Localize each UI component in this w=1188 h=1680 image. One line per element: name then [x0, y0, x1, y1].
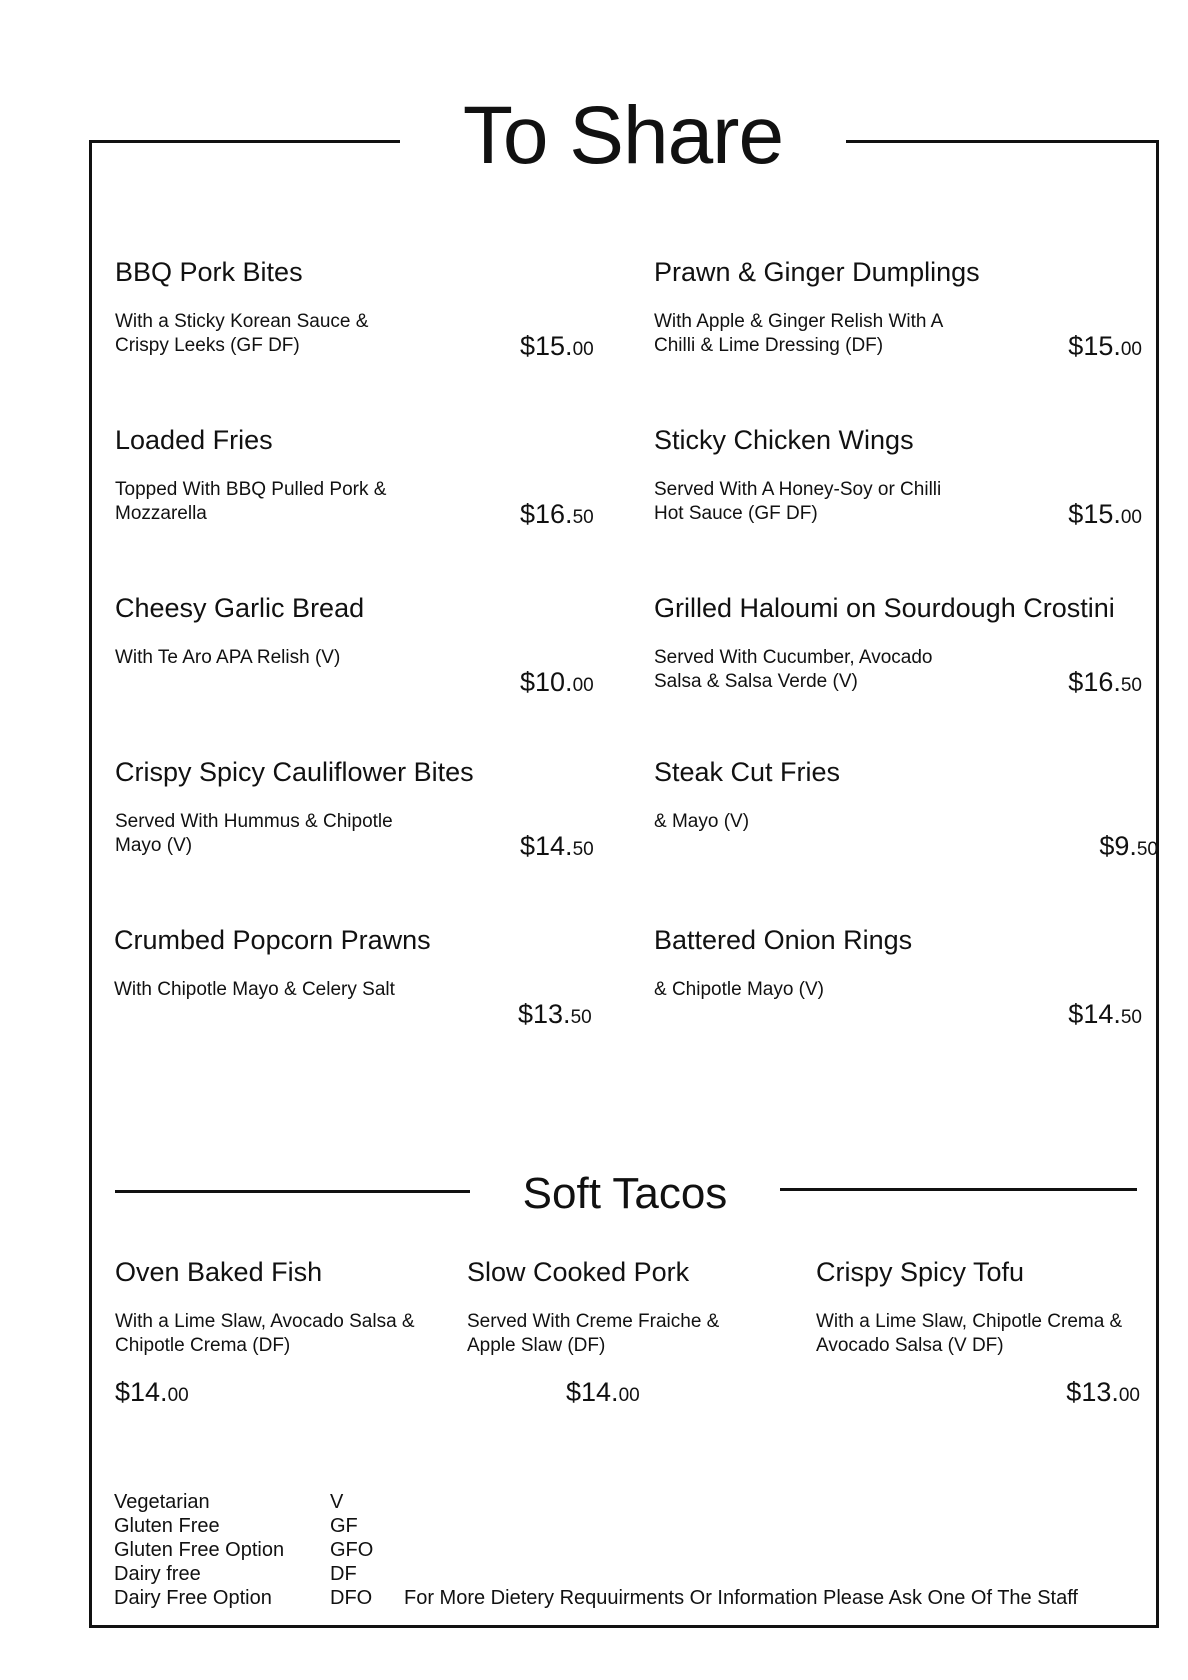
divider	[115, 1190, 470, 1193]
dietary-legend	[114, 1490, 400, 1610]
menu-item	[654, 424, 942, 524]
item-description: With a Lime Slaw, Chipotle Crema & Avocado Salsa (V DF)	[816, 1311, 1123, 1356]
menu-item	[115, 756, 474, 856]
item-description: With a Sticky Korean Sauce & Crispy Leeks (GF DF)	[115, 311, 369, 356]
item-name: Steak Cut Fries	[654, 757, 841, 787]
menu-item	[115, 1256, 415, 1356]
dietary-note: For More Dietery Requuirments Or Information Please Ask One Of The Staff	[404, 1587, 1078, 1609]
menu-item	[816, 1256, 1123, 1356]
item-description: Served With A Honey-Soy or Chilli Hot Sauce (GF DF)	[654, 479, 942, 524]
item-price: $13.00	[1066, 1377, 1140, 1407]
item-price: $16.50	[520, 499, 594, 529]
item-name: Grilled Haloumi on Sourdough Crostini	[654, 593, 1115, 623]
legend-row: Gluten Free GF	[114, 1515, 358, 1537]
item-price: $14.50	[520, 831, 594, 861]
item-description: With Te Aro APA Relish (V)	[115, 647, 341, 668]
item-description: & Chipotle Mayo (V)	[654, 979, 825, 1000]
menu-item	[115, 592, 365, 668]
menu-item	[654, 924, 913, 1000]
item-description: With Chipotle Mayo & Celery Salt	[114, 979, 395, 1000]
menu-item	[115, 424, 387, 524]
divider	[780, 1188, 1137, 1191]
item-description: Topped With BBQ Pulled Pork & Mozzarella	[115, 479, 387, 524]
item-description: Served With Hummus & Chipotle Mayo (V)	[115, 811, 393, 856]
menu-item	[115, 256, 369, 356]
item-price: $16.50	[1068, 667, 1142, 697]
legend-row: Dairy free DF	[114, 1563, 357, 1585]
item-name: Battered Onion Rings	[654, 925, 913, 955]
item-name: Slow Cooked Pork	[467, 1257, 690, 1287]
item-description: Served With Creme Fraiche & Apple Slaw (DF)	[467, 1311, 720, 1356]
section-title-soft-tacos: Soft Tacos	[522, 1169, 728, 1218]
item-price: $14.00	[566, 1377, 640, 1407]
legend-row: Vegetarian V	[114, 1491, 344, 1513]
item-name: Sticky Chicken Wings	[654, 425, 914, 455]
item-price: $13.50	[518, 999, 592, 1029]
item-description: Served With Cucumber, Avocado Salsa & Salsa Verde (V)	[654, 647, 933, 692]
item-description: With a Lime Slaw, Avocado Salsa & Chipotle Crema (DF)	[115, 1311, 415, 1356]
item-price: $14.50	[1068, 999, 1142, 1029]
menu-item	[467, 1256, 720, 1356]
menu-item	[654, 256, 980, 356]
item-name: Cheesy Garlic Bread	[115, 593, 365, 623]
item-name: Prawn & Ginger Dumplings	[654, 257, 980, 287]
section-title-to-share: To Share	[462, 90, 784, 181]
menu-item	[654, 756, 841, 832]
item-name: Crispy Spicy Tofu	[816, 1257, 1025, 1287]
item-name: Crumbed Popcorn Prawns	[114, 925, 431, 955]
item-price: $9.50	[1099, 831, 1158, 861]
item-name: Oven Baked Fish	[115, 1257, 323, 1287]
item-price: $15.00	[1068, 499, 1142, 529]
item-description: & Mayo (V)	[654, 811, 750, 832]
item-name: Loaded Fries	[115, 425, 273, 455]
item-name: BBQ Pork Bites	[115, 257, 303, 287]
legend-row: Gluten Free Option GFO	[114, 1539, 374, 1561]
item-price: $15.00	[520, 331, 594, 361]
menu-item	[114, 924, 431, 1000]
item-price: $15.00	[1068, 331, 1142, 361]
item-price: $10.00	[520, 667, 594, 697]
item-name: Crispy Spicy Cauliflower Bites	[115, 757, 474, 787]
legend-row: Dairy Free Option DFO	[114, 1587, 373, 1609]
item-price: $14.00	[115, 1377, 189, 1407]
item-description: With Apple & Ginger Relish With A Chilli & Lime Dressing (DF)	[654, 311, 943, 356]
